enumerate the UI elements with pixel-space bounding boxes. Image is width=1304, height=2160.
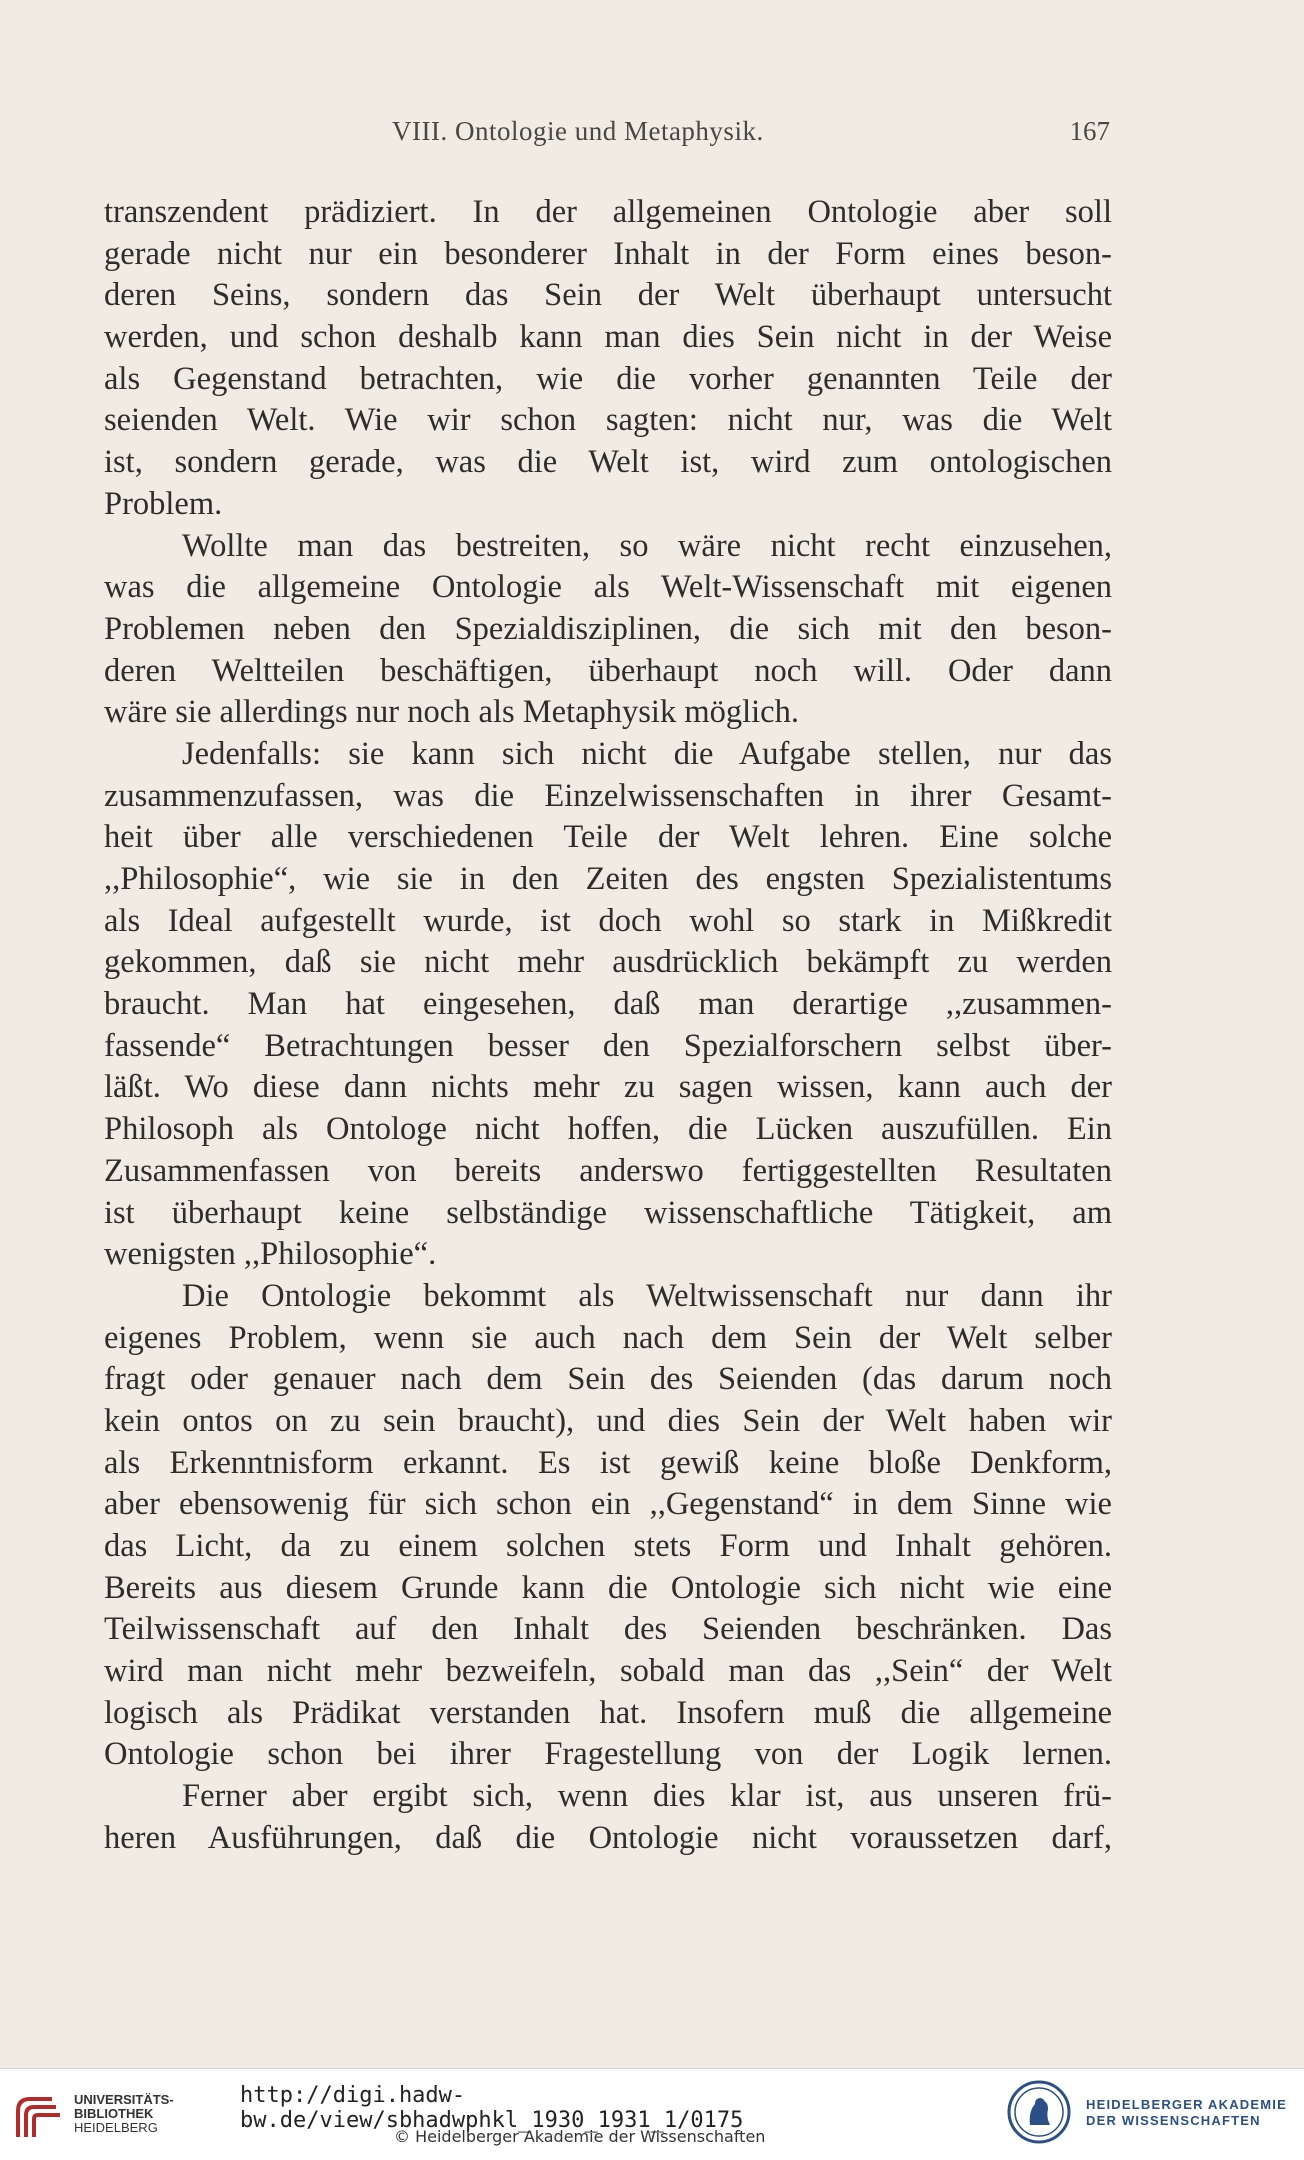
text-line: braucht. Man hat eingesehen, daß man derartige ,,zusammen- — [104, 986, 1112, 1023]
text-line: wäre sie allerdings nur noch als Metaphysik möglich. — [104, 694, 799, 731]
text-line: eigenes Problem, wenn sie auch nach dem Sein der Welt selber — [104, 1319, 1112, 1356]
text-line: Jedenfalls: sie kann sich nicht die Aufgabe stellen, nur das — [182, 735, 1112, 772]
text-line: wenigsten ,,Philosophie“. — [104, 1236, 437, 1273]
viewer-footer — [0, 2068, 1304, 2160]
text-line: deren Weltteilen beschäftigen, überhaupt noch will. Oder dann — [104, 652, 1112, 689]
body-text — [104, 192, 1112, 1860]
text-line: ,,Philosophie“, wie sie in den Zeiten des engsten Spezialistentums — [104, 861, 1112, 897]
text-line: gekommen, daß sie nicht mehr ausdrücklich bekämpft zu werden — [104, 944, 1112, 981]
text-line: was die allgemeine Ontologie als Welt-Wissenschaft mit eigenen — [104, 569, 1112, 606]
text-line: transzendent prädiziert. In der allgemeinen Ontologie aber soll — [104, 194, 1112, 230]
page-number: 167 — [1069, 116, 1110, 146]
text-line: Die Ontologie bekommt als Weltwissenschaft nur dann ihr — [182, 1277, 1112, 1314]
text-line: fassende“ Betrachtungen besser den Spezialforschern selbst über- — [104, 1027, 1112, 1064]
text-line: wird man nicht mehr bezweifeln, sobald man das ,,Sein“ der Welt — [104, 1653, 1112, 1690]
text-line: aber ebensowenig für sich schon ein ,,Gegenstand“ in dem Sinne wie — [104, 1486, 1112, 1523]
text-line: als Ideal aufgestellt wurde, ist doch wohl so stark in Mißkredit — [104, 902, 1112, 939]
copyright-notice: © Heidelberger Akademie der Wissenschaften — [394, 2127, 766, 2146]
running-header — [104, 116, 1110, 156]
text-line: das Licht, da zu einem solchen stets Form und Inhalt gehören. — [104, 1528, 1112, 1564]
text-line: fragt oder genauer nach dem Sein des Seienden (das darum noch — [104, 1361, 1112, 1398]
ub-logo-line: UNIVERSITÄTS- — [74, 2092, 174, 2107]
academy-logo[interactable] — [1006, 2079, 1296, 2149]
university-library-logo[interactable] — [12, 2083, 172, 2147]
text-line: deren Seins, sondern das Sein der Welt überhaupt untersucht — [104, 277, 1112, 314]
text-line: Problem. — [104, 485, 223, 522]
text-line: kein ontos on zu sein braucht), und dies Sein der Welt haben wir — [104, 1402, 1112, 1439]
text-line: ist überhaupt keine selbständige wissenschaftliche Tätigkeit, am — [104, 1194, 1112, 1231]
text-line: heit über alle verschiedenen Teile der Welt lehren. Eine solche — [104, 819, 1112, 856]
university-library-label — [74, 2093, 174, 2135]
permalink-url[interactable]: http://digi.hadw-bw.de/view/sbhadwphkl_1930_1931_1/0175 — [240, 2083, 744, 2133]
text-line: Ferner aber ergibt sich, wenn dies klar ist, aus unseren frü- — [182, 1778, 1112, 1815]
text-line: Zusammenfassen von bereits anderswo fertiggestellten Resultaten — [104, 1152, 1112, 1189]
text-line: Teilwissenschaft auf den Inhalt des Seienden beschränken. Das — [104, 1611, 1112, 1648]
ub-logo-line: BIBLIOTHEK — [74, 2106, 154, 2121]
text-line: Wollte man das bestreiten, so wäre nicht recht einzusehen, — [182, 527, 1112, 564]
academy-logo-line: HEIDELBERGER AKADEMIE — [1086, 2097, 1287, 2112]
text-line: heren Ausführungen, daß die Ontologie nicht voraussetzen darf, — [104, 1819, 1112, 1856]
text-line: zusammenzufassen, was die Einzelwissenschaften in ihrer Gesamt- — [104, 777, 1112, 814]
text-line: als Gegenstand betrachten, wie die vorher genannten Teile der — [104, 360, 1112, 397]
academy-seal-icon — [1006, 2079, 1072, 2145]
academy-label — [1086, 2097, 1287, 2129]
text-line: seienden Welt. Wie wir schon sagten: nicht nur, was die Welt — [104, 402, 1112, 439]
running-title: VIII. Ontologie und Metaphysik. — [392, 116, 764, 146]
text-line: als Erkenntnisform erkannt. Es ist gewiß keine bloße Denkform, — [104, 1444, 1112, 1481]
academy-logo-line: DER WISSENSCHAFTEN — [1086, 2113, 1261, 2128]
text-line: gerade nicht nur ein besonderer Inhalt in der Form eines beson- — [104, 235, 1112, 272]
text-line: logisch als Prädikat verstanden hat. Insofern muß die allgemeine — [104, 1694, 1112, 1731]
text-line: Problemen neben den Spezialdisziplinen, die sich mit den beson- — [104, 610, 1112, 647]
text-line: ist, sondern gerade, was die Welt ist, wird zum ontologischen — [104, 444, 1112, 481]
text-line: Bereits aus diesem Grunde kann die Ontologie sich nicht wie eine — [104, 1569, 1112, 1606]
text-line: werden, und schon deshalb kann man dies Sein nicht in der Weise — [104, 319, 1112, 356]
university-library-icon — [12, 2091, 68, 2143]
text-line: Ontologie schon bei ihrer Fragestellung von der Logik lernen. — [104, 1736, 1112, 1773]
text-line: Philosoph als Ontologe nicht hoffen, die Lücken auszufüllen. Ein — [104, 1111, 1112, 1148]
ub-logo-line: HEIDELBERG — [74, 2120, 158, 2135]
text-line: läßt. Wo diese dann nichts mehr zu sagen wissen, kann auch der — [104, 1069, 1112, 1106]
